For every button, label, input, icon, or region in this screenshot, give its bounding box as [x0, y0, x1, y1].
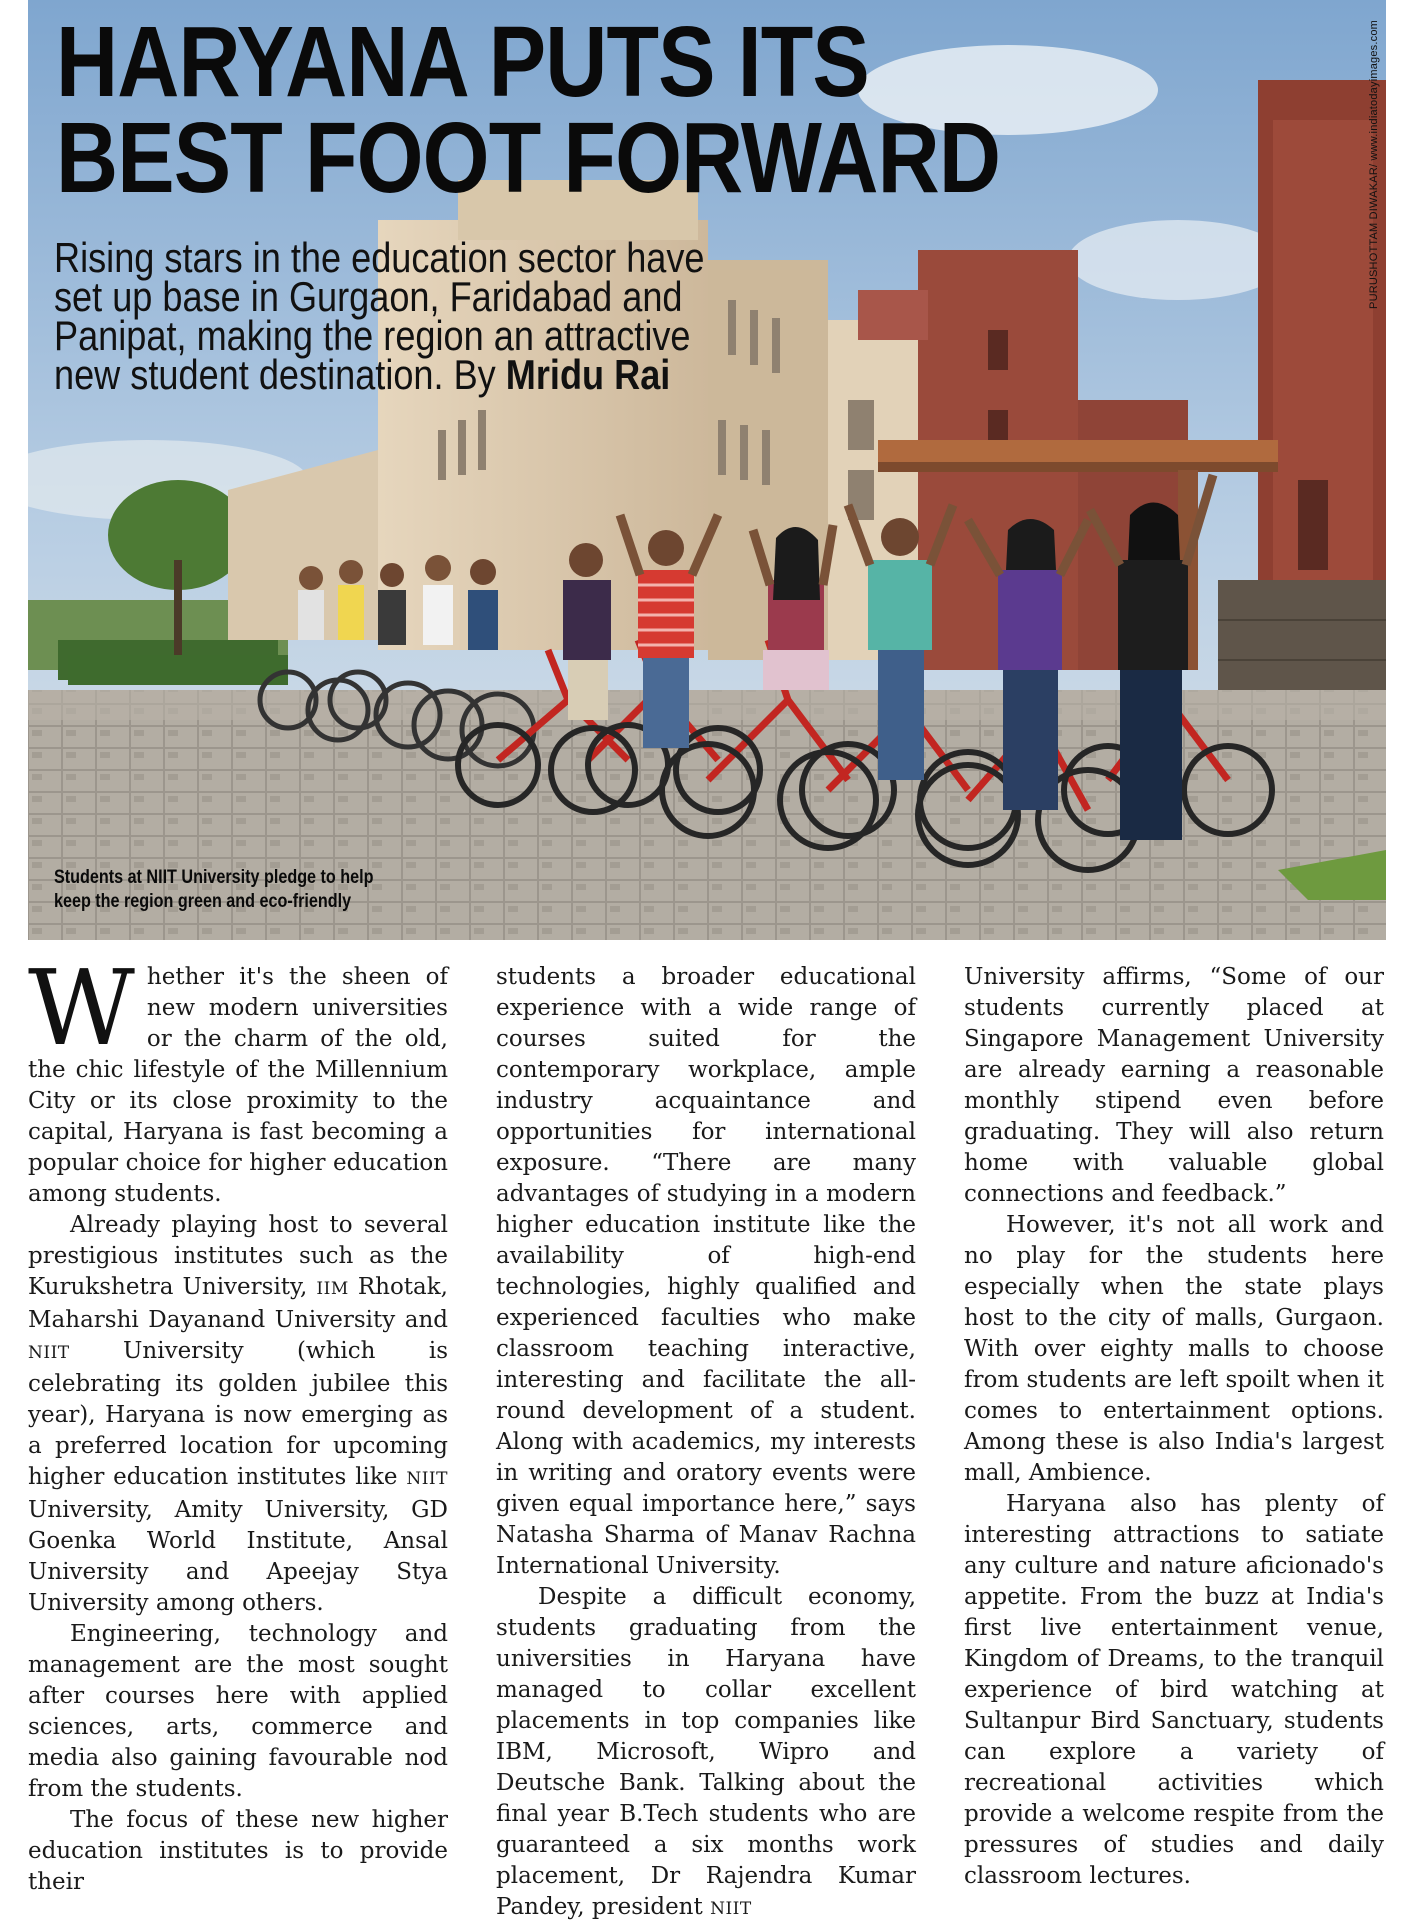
paragraph — [28, 1210, 448, 1619]
small-caps-text: NIIT — [710, 1899, 752, 1919]
headline — [56, 6, 1001, 214]
paragraph: However, it's not all work and no play for the students here especially when the state plays host to the city of malls, Gurgaon. With over eighty malls to choose from students are left spoilt when it comes to entertainment options. Among these is also India's largest mall, Ambience. — [964, 1212, 1384, 1486]
headline-line-2: BEST FOOT FORWARD — [56, 102, 1001, 214]
paragraph: Haryana also has plenty of interesting attractions to satiate any culture and nature aficionado's appetite. From the buzz at India's first live entertainment venue, Kingdom of Dreams, to the tranquil experience of bird watching at Sultanpur Bird Sanctuary, students can explore a variety of recreational activities which provide a welcome respite from the pressures of studies and daily classroom lectures. — [964, 1491, 1384, 1889]
photo-caption: Students at NIIT University pledge to help keep the region green and eco-friendly — [54, 867, 374, 912]
paragraph — [28, 947, 448, 1210]
column-2 — [496, 962, 916, 1925]
paragraph-text: University (which is celebrating its golden jubilee this year), Haryana is now emerging as a preferred location for upcoming higher education institutes like — [28, 1338, 448, 1490]
drop-cap: W — [28, 947, 135, 1069]
column-1 — [28, 947, 448, 1898]
author-name: Mridu Rai — [505, 351, 671, 398]
paragraph: The focus of these new higher education institutes is to provide their — [28, 1807, 448, 1895]
paragraph: students a broader educational experience with a wide range of courses suited for the contemporary workplace, ample industry acquaintance and opportunities for international exposure. “There are many advantages of studying in a modern higher education institute like the availability of high-end technologies, highly qualified and experienced faculties who make classroom teaching interactive, interesting and facilitate the all-round development of a student. Along with academics, my interests in writing and oratory events were given equal importance here,” says Natasha Sharma of Manav Rachna International University. — [496, 964, 916, 1579]
deck-text: Rising stars in the education sector have set up base in Gurgaon, Faridabad and Panipat, making the region an attractive new student destination. By — [54, 234, 705, 398]
paragraph-text: Rhotak, Maharshi Dayanand University and — [28, 1274, 448, 1333]
paragraph: Engineering, technology and management are the most sought after courses here with applied sciences, arts, commerce and media also gaining favourable nod from the students. — [28, 1621, 448, 1802]
paragraph-text: Despite a difficult economy, students graduating from the universities in Haryana have managed to collar excellent placements in top companies like IBM, Microsoft, Wipro and Deutsche Bank. Talking about the final year B.Tech students who are guaranteed a six months work placement, Dr Rajendra Kumar Pandey, president — [496, 1584, 916, 1920]
paragraph-text: Already playing host to several prestigious institutes such as the Kurukshetra University, — [28, 1212, 448, 1300]
column-3 — [964, 962, 1384, 1892]
paragraph — [496, 1582, 916, 1925]
paragraph-text: University, Amity University, GD Goenka World Institute, Ansal University and Apeejay Stya University among others. — [28, 1497, 448, 1616]
deck — [54, 234, 708, 398]
small-caps-text: NIIT — [28, 1343, 70, 1363]
paragraph-text: hether it's the sheen of new modern universities or the charm of the old, the chic lifestyle of the Millennium City or its close proximity to the capital, Haryana is fast becoming a popular choice for higher education among students. — [28, 964, 448, 1207]
paragraph: University affirms, “Some of our students currently placed at Singapore Management University are already earning a reasonable monthly stipend even before graduating. They will also return home with valuable global connections and feedback.” — [964, 964, 1384, 1207]
small-caps-text: IIM — [316, 1279, 349, 1299]
small-caps-text: NIIT — [406, 1469, 448, 1489]
hero-photo — [28, 0, 1386, 940]
photo-credit: PURUSHOTTAM DIWAKAR/ www.indiatodayimages.com — [1368, 20, 1380, 309]
headline-line-1: HARYANA PUTS ITS — [56, 6, 869, 118]
